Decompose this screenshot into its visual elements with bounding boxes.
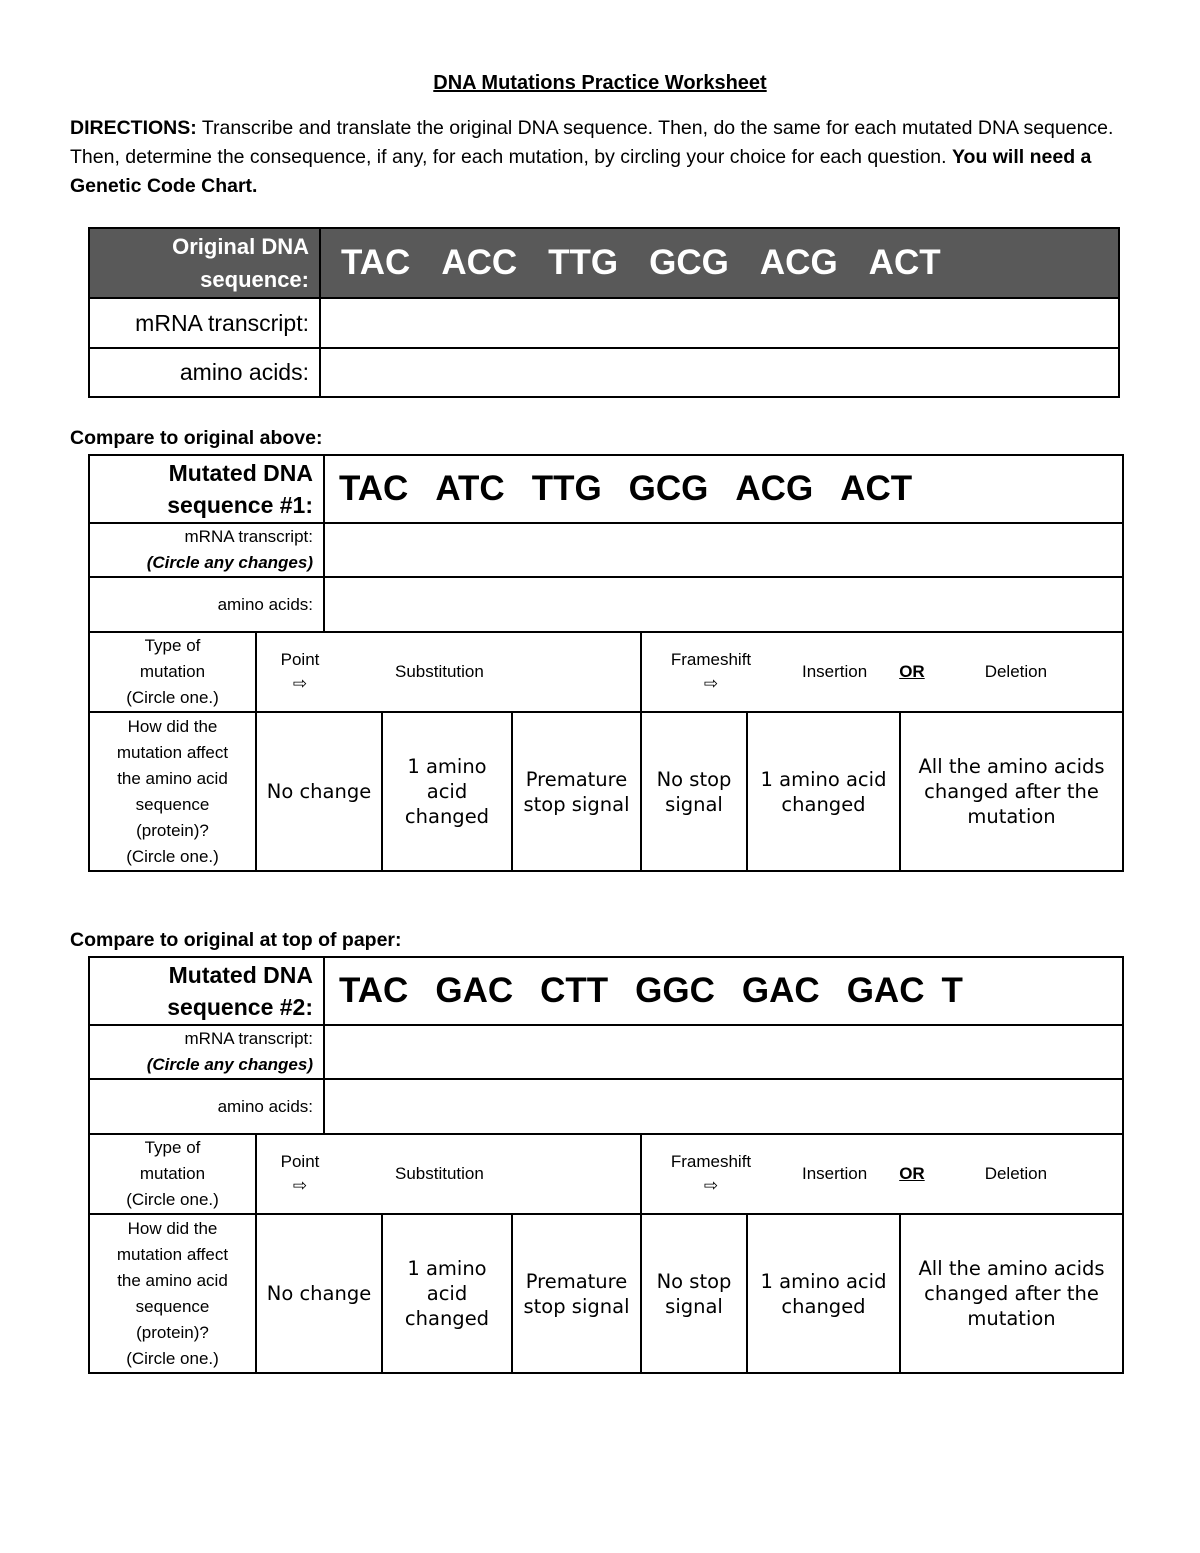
affect-label-line: (Circle one.)	[126, 846, 219, 866]
insertion-option[interactable]: Insertion	[802, 1164, 868, 1183]
affect-label	[89, 712, 256, 871]
affect-label-line: (Circle one.)	[126, 1348, 219, 1368]
codon: GCG	[628, 469, 709, 508]
frameshift-text: Frameshift	[670, 650, 752, 669]
mutated-seq-row	[89, 455, 1123, 523]
codon: GAC	[846, 971, 925, 1010]
amino-label: amino acids:	[89, 577, 324, 632]
point-mutation-option[interactable]	[256, 632, 641, 712]
codon: TAC	[339, 971, 409, 1010]
directions-text	[70, 114, 1130, 201]
frameshift-label	[642, 1150, 780, 1198]
affect-label-line: mutation affect	[116, 742, 229, 762]
codon: ACT	[840, 469, 913, 508]
point-label	[257, 648, 343, 696]
amino-label: amino acids:	[89, 348, 320, 397]
original-amino-row	[89, 348, 1119, 397]
affect-label-line: the amino acid	[117, 1270, 228, 1290]
amino-label: amino acids:	[89, 1079, 324, 1134]
frameshift-mutation-option[interactable]	[641, 632, 1123, 712]
original-dna-label	[89, 228, 320, 298]
codon: TAC	[341, 243, 411, 282]
directions-tail: You will need a Genetic Code Chart.	[70, 146, 1092, 197]
mutated-amino-row	[89, 577, 1123, 632]
mutated-sequence	[324, 957, 1123, 1025]
mrna-label	[89, 523, 324, 577]
codon: GAC	[741, 971, 820, 1010]
original-mrna-row	[89, 298, 1119, 348]
original-sequence	[320, 228, 1119, 298]
mrna-answer-field[interactable]	[324, 523, 1123, 577]
codon: TAC	[339, 469, 409, 508]
option-no-change[interactable]: No change	[256, 1214, 382, 1373]
substitution-option[interactable]: Substitution	[395, 662, 484, 681]
codon: ACC	[441, 243, 518, 282]
right-arrow-icon: ⇨	[703, 674, 719, 693]
original-label-line1: Original DNA	[172, 234, 309, 259]
affect-row	[89, 1214, 1123, 1373]
type-label-line: mutation	[139, 662, 206, 681]
codon: ACG	[735, 469, 814, 508]
right-arrow-icon: ⇨	[292, 674, 308, 693]
type-of-mutation-label	[89, 1134, 256, 1214]
original-dna-table	[88, 227, 1120, 398]
point-mutation-option[interactable]	[256, 1134, 641, 1214]
mrna-note: (Circle any changes)	[146, 553, 313, 572]
affect-row	[89, 712, 1123, 871]
mrna-note: (Circle any changes)	[146, 1055, 313, 1074]
option-one-amino-acid-changed[interactable]: 1 amino acid changed	[747, 1214, 900, 1373]
option-one-amino-acid-changed[interactable]: 1 amino acid changed	[747, 712, 900, 871]
affect-label	[89, 1214, 256, 1373]
mutated-label-line2: sequence #1:	[167, 492, 313, 518]
point-text: Point	[280, 650, 320, 669]
option-all-amino-acids-changed[interactable]: All the amino acids changed after the mutation	[900, 712, 1123, 871]
worksheet-title: DNA Mutations Practice Worksheet	[433, 72, 767, 94]
option-no-stop-signal[interactable]: No stop signal	[641, 712, 747, 871]
codon: GCG	[649, 243, 729, 282]
mutated-amino-row	[89, 1079, 1123, 1134]
affect-label-line: sequence	[135, 794, 210, 814]
option-one-amino-acid-changed[interactable]: 1 amino acid changed	[382, 1214, 512, 1373]
point-text: Point	[280, 1152, 320, 1171]
codon: CTT	[540, 971, 609, 1010]
deletion-option[interactable]: Deletion	[984, 662, 1048, 681]
mrna-answer-field[interactable]	[320, 298, 1119, 348]
amino-answer-field[interactable]	[320, 348, 1119, 397]
mrna-label	[89, 1025, 324, 1079]
or-word: OR	[899, 662, 925, 681]
option-all-amino-acids-changed[interactable]: All the amino acids changed after the mutation	[900, 1214, 1123, 1373]
mutated-seq-row	[89, 957, 1123, 1025]
mutated-label-line2: sequence #2:	[167, 994, 313, 1020]
frameshift-text: Frameshift	[670, 1152, 752, 1171]
mutated-dna-label	[89, 957, 324, 1025]
option-no-change[interactable]: No change	[256, 712, 382, 871]
affect-label-line: (protein)?	[136, 1322, 209, 1342]
mutation-table-1	[88, 454, 1124, 872]
option-one-amino-acid-changed[interactable]: 1 amino acid changed	[382, 712, 512, 871]
mutated-dna-label	[89, 455, 324, 523]
mrna-label: mRNA transcript:	[89, 298, 320, 348]
mutated-mrna-row	[89, 1025, 1123, 1079]
affect-label-line: sequence	[135, 1296, 210, 1316]
type-label-line: mutation	[139, 1164, 206, 1183]
type-row	[89, 1134, 1123, 1214]
type-label-line: Type of	[144, 636, 201, 655]
codon: ATC	[435, 469, 505, 508]
original-header-row	[89, 228, 1119, 298]
mrna-answer-field[interactable]	[324, 1025, 1123, 1079]
option-premature-stop[interactable]: Premature stop signal	[512, 712, 641, 871]
mutated-sequence	[324, 455, 1123, 523]
affect-label-line: How did the	[127, 716, 218, 736]
or-word: OR	[899, 1164, 925, 1183]
point-label	[257, 1150, 343, 1198]
option-premature-stop[interactable]: Premature stop signal	[512, 1214, 641, 1373]
type-label-line: Type of	[144, 1138, 201, 1157]
right-arrow-icon: ⇨	[703, 1176, 719, 1195]
mrna-label-text: mRNA transcript:	[184, 527, 313, 546]
codon: TTG	[531, 469, 602, 508]
codon: GAC	[435, 971, 514, 1010]
type-label-line: (Circle one.)	[126, 1190, 219, 1209]
compare-label-1: Compare to original above:	[70, 427, 323, 449]
affect-label-line: (protein)?	[136, 820, 209, 840]
compare-label-2: Compare to original at top of paper:	[70, 929, 402, 951]
directions-lead: DIRECTIONS:	[70, 117, 197, 139]
type-row	[89, 632, 1123, 712]
amino-answer-field[interactable]	[324, 1079, 1123, 1134]
codon: TTG	[548, 243, 619, 282]
mutation-table-2	[88, 956, 1124, 1374]
affect-label-line: How did the	[127, 1218, 218, 1238]
affect-label-line: mutation affect	[116, 1244, 229, 1264]
affect-label-line: the amino acid	[117, 768, 228, 788]
mutated-mrna-row	[89, 523, 1123, 577]
right-arrow-icon: ⇨	[292, 1176, 308, 1195]
mutated-label-line1: Mutated DNA	[168, 962, 313, 988]
insertion-option[interactable]: Insertion	[802, 662, 868, 681]
codon: T	[941, 971, 963, 1010]
codon: ACT	[868, 243, 941, 282]
frameshift-label	[642, 648, 780, 696]
deletion-option[interactable]: Deletion	[984, 1164, 1048, 1183]
type-label-line: (Circle one.)	[126, 688, 219, 707]
mutated-label-line1: Mutated DNA	[168, 460, 313, 486]
codon: GGC	[635, 971, 715, 1010]
substitution-option[interactable]: Substitution	[395, 1164, 484, 1183]
codon: ACG	[759, 243, 838, 282]
directions-body: Transcribe and translate the original DNA sequence. Then, do the same for each mutated DNA sequence. Then, determine the consequence, if any, for each mutation, by circling your choice for each question.	[70, 117, 1114, 168]
amino-answer-field[interactable]	[324, 577, 1123, 632]
type-of-mutation-label	[89, 632, 256, 712]
option-no-stop-signal[interactable]: No stop signal	[641, 1214, 747, 1373]
mrna-label-text: mRNA transcript:	[184, 1029, 313, 1048]
frameshift-mutation-option[interactable]	[641, 1134, 1123, 1214]
original-label-line2: sequence:	[200, 267, 309, 292]
